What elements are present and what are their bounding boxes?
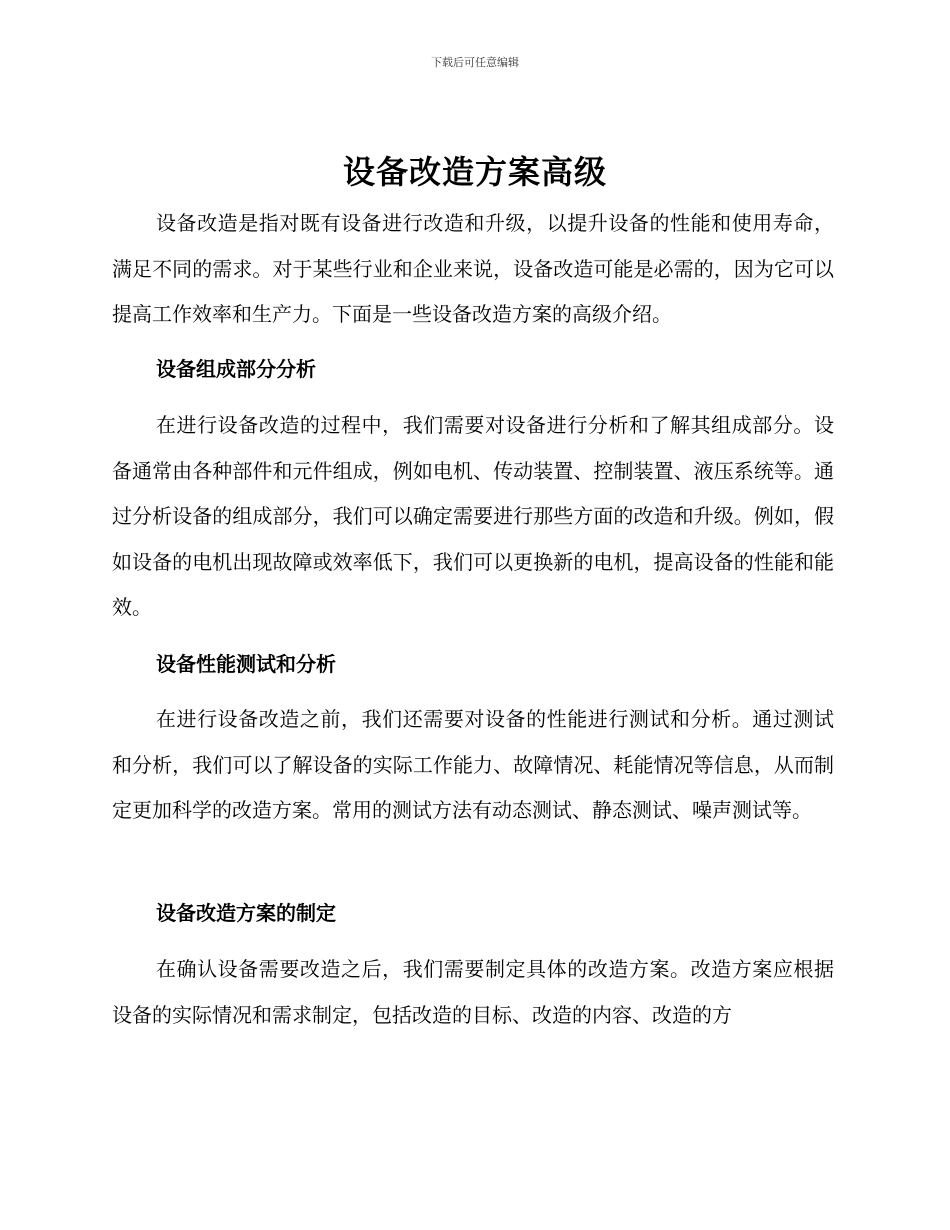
- document-title: 设备改造方案高级: [342, 153, 607, 191]
- section-heading-performance-testing: 设备性能测试和分析: [156, 652, 336, 676]
- intro-paragraph: 设备改造是指对既有设备进行改造和升级，以提升设备的性能和使用寿命，满足不同的需求。对于某些行业和企业来说，设备改造可能是必需的，因为它可以提高工作效率和生产力。下面是一些设备改造方案的高级介绍。: [112, 211, 834, 326]
- section-heading-plan-formulation: 设备改造方案的制定: [156, 901, 336, 925]
- section-paragraph-components: 在进行设备改造的过程中，我们需要对设备进行分析和了解其组成部分。设备通常由各种部件和元件组成，例如电机、传动装置、控制装置、液压系统等。通过分析设备的组成部分，我们可以确定需要进行那些方面的改造和升级。例如，假如设备的电机出现故障或效率低下，我们可以更换新的电机，提高设备的性能和能效。: [112, 413, 834, 619]
- section-heading-components: 设备组成部分分析: [156, 357, 316, 381]
- section-paragraph-plan-formulation: 在确认设备需要改造之后，我们需要制定具体的改造方案。改造方案应根据设备的实际情况和需求制定，包括改造的目标、改造的内容、改造的方: [112, 957, 834, 1027]
- section-paragraph-performance-testing: 在进行设备改造之前，我们还需要对设备的性能进行测试和分析。通过测试和分析，我们可以了解设备的实际工作能力、故障情况、耗能情况等信息，从而制定更加科学的改造方案。常用的测试方法有动态测试、静态测试、噪声测试等。: [112, 707, 834, 822]
- page-header-note: 下载后可任意编辑: [431, 56, 519, 69]
